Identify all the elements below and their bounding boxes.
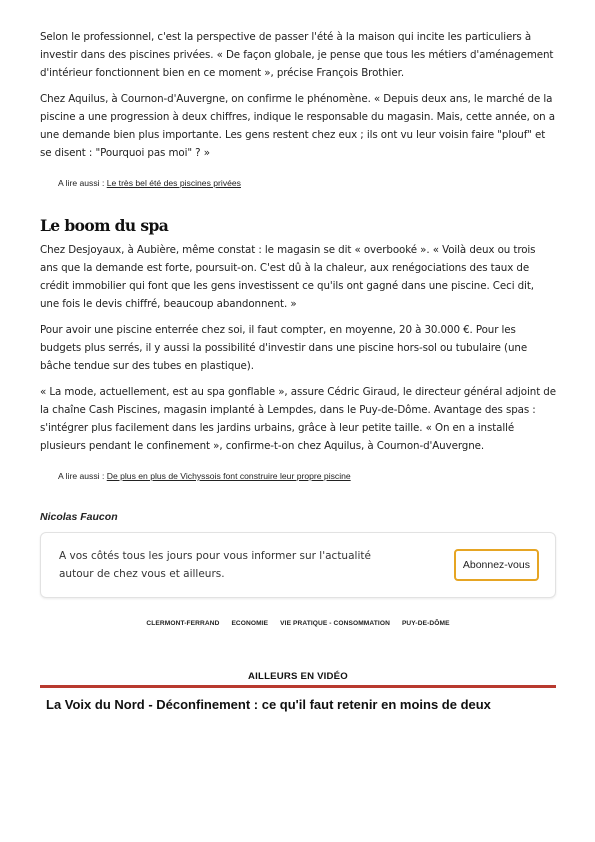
tag-clermont-ferrand[interactable]: CLERMONT-FERRAND: [146, 620, 220, 627]
video-section: [40, 671, 556, 712]
tag-puy-de-dome[interactable]: PUY-DE-DÔME: [401, 620, 450, 627]
subscribe-button[interactable]: Abonnez-vous: [454, 549, 539, 581]
subscribe-text: A vos côtés tous les jours pour vous informer sur l'actualité autour de chez vous et ailleurs.: [59, 550, 371, 580]
read-also-block: [58, 178, 556, 188]
tag-list: [40, 620, 556, 627]
read-also-block: [58, 471, 556, 481]
article-page: [40, 28, 556, 712]
read-also-link[interactable]: Le très bel été des piscines privées: [106, 178, 241, 188]
article-paragraph: Chez Aquilus, à Cournon-d'Auvergne, on confirme le phénomène. « Depuis deux ans, le marché de la piscine a une progression à deux chiffres, indique le responsable du magasin. Mais, cette année, on a une demande bien plus importante. Les gens restent chez eux ; ils ont vu leur voisin faire "plouf" et se disent : "Pourquoi pas moi" ? »: [40, 93, 555, 159]
article-paragraph: Selon le professionnel, c'est la perspective de passer l'été à la maison qui incite les particuliers à investir dans des piscines privées. « De façon globale, je pense que tous les métiers d'aménagement d'intérieur fonctionnent bien en ce moment », précise François Brothier.: [40, 31, 554, 79]
read-also-link[interactable]: De plus en plus de Vichyssois font construire leur propre piscine: [106, 471, 351, 481]
article-paragraph: Chez Desjoyaux, à Aubière, même constat : le magasin se dit « overbooké ». « Voilà deux ou trois ans que la demande est forte, poursuit-on. C'est dû à la chaleur, aux renégociations des taux de crédit immobilier qui font que les gens investissent ce qu'ils ont gagné dans une piscine. Ceci dit, une fois le devis chiffré, beaucoup abandonnent. »: [40, 244, 536, 310]
author-name: Nicolas Faucon: [40, 511, 118, 523]
read-also-prefix: A lire aussi :: [58, 471, 105, 481]
subscribe-box: [40, 532, 556, 598]
article-paragraph: Pour avoir une piscine enterrée chez soi, il faut compter, en moyenne, 20 à 30.000 €. Pour les budgets plus serrés, il y aussi la possibilité d'investir dans une piscine hors-sol ou tubulaire (une bâche tendue sur des tubes en plastique).: [40, 324, 528, 372]
section-title: Le boom du spa: [40, 216, 169, 235]
tag-vie-pratique[interactable]: VIE PRATIQUE - CONSOMMATION: [280, 620, 390, 627]
read-also-prefix: A lire aussi :: [58, 178, 105, 188]
article-paragraph: « La mode, actuellement, est au spa gonflable », assure Cédric Giraud, le directeur général adjoint de la chaîne Cash Piscines, magasin implanté à Lempdes, dans le Puy-de-Dôme. Avantage des spas : s'intégrer plus facilement dans les jardins urbains, grâce à leur petite taille. « On en a installé plusieurs pendant le confinement », confirme-t-on chez Aquilus, à Cournon-d'Auvergne.: [40, 386, 556, 452]
video-title-link[interactable]: La Voix du Nord - Déconfinement : ce qu'il faut retenir en moins de deux: [46, 697, 491, 712]
tag-economie[interactable]: ECONOMIE: [231, 620, 269, 627]
video-section-heading: AILLEURS EN VIDÉO: [40, 671, 556, 688]
